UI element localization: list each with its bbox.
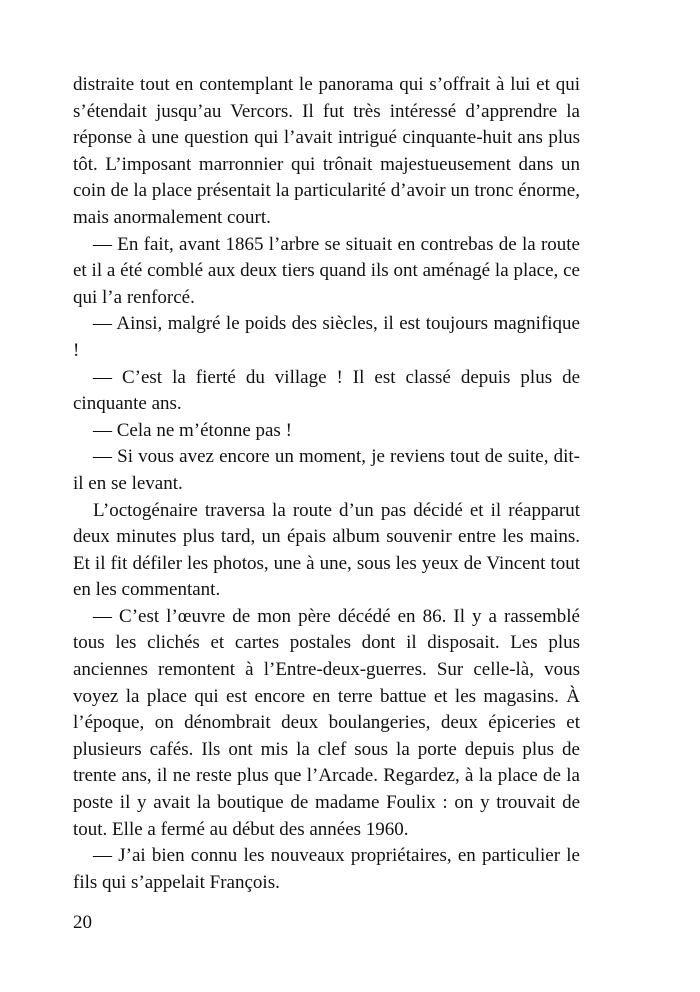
paragraph: — Ainsi, malgré le poids des siècles, il est toujours magnifique !	[73, 313, 580, 361]
paragraph: — En fait, avant 1865 l’arbre se situait en contrebas de la route et il a été comblé aux deux tiers quand ils ont aménagé la place, ce qui l’a renforcé.	[73, 233, 580, 308]
paragraph: — C’est la fierté du village ! Il est classé depuis plus de cinquante ans.	[73, 366, 580, 415]
page-number: 20	[73, 912, 92, 933]
paragraph: — J’ai bien connu les nouveaux propriétaires, en particulier le fils qui s’appelait François.	[73, 845, 580, 893]
paragraph: — Cela ne m’étonne pas !	[93, 419, 292, 441]
paragraph: — C’est l’œuvre de mon père décédé en 86. Il y a rassemblé tous les clichés et cartes postales dont il disposait. Les plus anciennes remontent à l’Entre-deux-guerres. Sur celle-là, vous voyez la place qui est encore en terre battue et les magasins. À l’époque, on dénombrait deux boulangeries, deux épiceries et plusieurs cafés. Ils ont mis la clef sous la porte depuis plus de trente ans, il ne reste plus que l’Arcade. Regardez, à la place de la poste il y avait la boutique de madame Foulix : on y trouvait de tout. Elle a fermé au début des années 1960.	[73, 605, 580, 840]
paragraph: — Si vous avez encore un moment, je reviens tout de suite, dit-il en se levant.	[73, 446, 580, 494]
paragraph: L’octogénaire traversa la route d’un pas décidé et il réapparut deux minutes plus tard, un épais album souvenir entre les mains. Et il fit défiler les photos, une à une, sous les yeux de Vincent tout en les commentant.	[73, 499, 580, 601]
body-text	[73, 72, 580, 896]
paragraph: distraite tout en contemplant le panorama qui s’offrait à lui et qui s’étendait jusqu’au Vercors. Il fut très intéressé d’apprendre la réponse à une question qui l’avait intrigué cinquante-huit ans plus tôt. L’imposant marronnier qui trônait majestueusement dans un coin de la place présentait la particularité d’avoir un tronc énorme, mais anormalement court.	[73, 74, 580, 228]
